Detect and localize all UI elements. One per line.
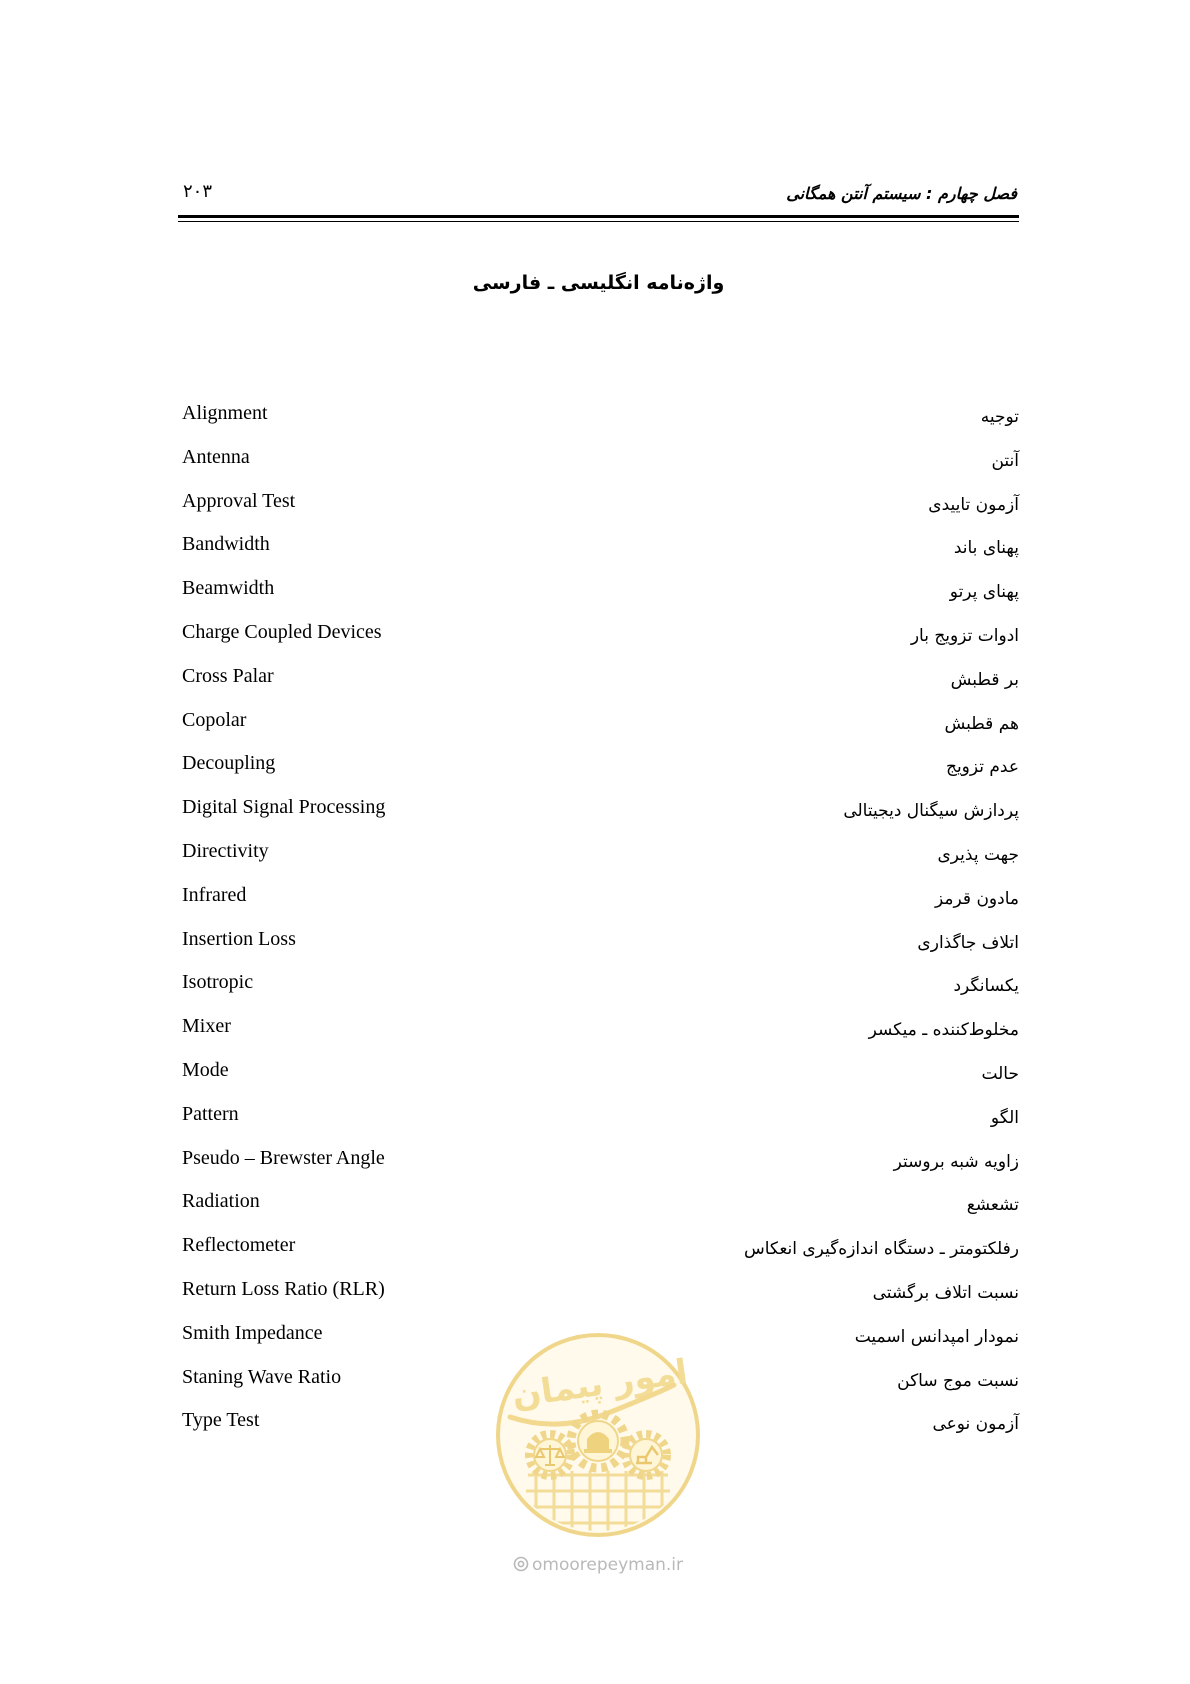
glossary-row <box>178 1399 1019 1443</box>
english-term: Copolar <box>182 708 247 731</box>
glossary-row <box>178 1268 1019 1312</box>
english-term: Pattern <box>182 1102 239 1125</box>
persian-term: آنتن <box>991 450 1019 471</box>
english-term: Mixer <box>182 1015 231 1038</box>
persian-term: هم قطبش <box>944 713 1019 734</box>
glossary-row <box>178 567 1019 611</box>
english-term: Reflectometer <box>182 1234 296 1257</box>
english-term: Type Test <box>182 1409 260 1432</box>
english-term: Bandwidth <box>182 533 270 556</box>
english-term: Mode <box>182 1058 229 1081</box>
persian-term: الگو <box>990 1107 1019 1128</box>
english-term: Decoupling <box>182 752 276 775</box>
glossary-row <box>178 392 1019 436</box>
chapter-title: فصل چهارم : سیستم آنتن همگانی <box>786 184 1017 203</box>
glossary-row <box>178 786 1019 830</box>
glossary-row <box>178 699 1019 743</box>
persian-term: ادوات تزویج بار <box>910 625 1019 646</box>
glossary-row <box>178 1005 1019 1049</box>
english-term: Insertion Loss <box>182 927 296 950</box>
persian-term: عدم تزویج <box>945 757 1019 778</box>
persian-term: پهنای پرتو <box>949 582 1019 603</box>
english-term: Smith Impedance <box>182 1321 323 1344</box>
glossary-row <box>178 874 1019 918</box>
glossary-row <box>178 1224 1019 1268</box>
glossary-row <box>178 742 1019 786</box>
at-icon <box>513 1556 529 1572</box>
glossary-list <box>178 392 1019 1443</box>
persian-term: اتلاف جاگذاری <box>917 932 1019 953</box>
glossary-row <box>178 655 1019 699</box>
english-term: Antenna <box>182 445 250 468</box>
glossary-row <box>178 480 1019 524</box>
persian-term: رفلکتومتر ـ دستگاه اندازه‌گیری انعکاس <box>744 1239 1019 1260</box>
english-term: Directivity <box>182 839 269 862</box>
english-term: Staning Wave Ratio <box>182 1365 342 1388</box>
english-term: Cross Palar <box>182 664 274 687</box>
page-number: ۲۰۳ <box>183 181 213 202</box>
persian-term: نمودار امپدانس اسمیت <box>854 1326 1019 1347</box>
glossary-row <box>178 1312 1019 1356</box>
persian-term: مادون قرمز <box>935 888 1019 909</box>
persian-term: مخلوط‌کننده ـ میکسر <box>868 1020 1019 1041</box>
header-rule-thin <box>178 221 1019 222</box>
english-term: Return Loss Ratio (RLR) <box>182 1277 385 1300</box>
english-term: Digital Signal Processing <box>182 796 386 819</box>
english-term: Charge Coupled Devices <box>182 620 382 643</box>
glossary-row <box>178 436 1019 480</box>
persian-term: بر قطبش <box>950 669 1019 690</box>
persian-term: زاویه شبه بروستر <box>893 1151 1019 1172</box>
persian-term: آزمون نوعی <box>932 1414 1019 1435</box>
english-term: Beamwidth <box>182 577 275 600</box>
english-term: Isotropic <box>182 971 254 994</box>
persian-term: توجیه <box>980 407 1019 427</box>
persian-term: تشعشع <box>966 1195 1019 1216</box>
glossary-row <box>178 830 1019 874</box>
english-term: Radiation <box>182 1190 260 1213</box>
persian-term: نسبت اتلاف برگشتی <box>872 1282 1019 1303</box>
glossary-row <box>178 611 1019 655</box>
glossary-row <box>178 918 1019 962</box>
persian-term: پردازش سیگنال دیجیتالی <box>843 801 1019 822</box>
glossary-row <box>178 523 1019 567</box>
persian-term: یکسانگرد <box>953 976 1019 997</box>
glossary-row <box>178 1356 1019 1400</box>
glossary-title: واژه‌نامه انگلیسی ـ فارسی <box>472 272 725 294</box>
persian-term: پهنای باند <box>953 538 1019 559</box>
persian-term: حالت <box>981 1063 1019 1084</box>
glossary-row <box>178 1049 1019 1093</box>
persian-term: جهت پذیری <box>937 844 1019 865</box>
logo-text: امور پیمان <box>509 1351 691 1417</box>
persian-term: نسبت موج ساکن <box>897 1370 1019 1391</box>
english-term: Pseudo – Brewster Angle <box>182 1146 385 1169</box>
english-term: Approval Test <box>182 489 296 512</box>
glossary-row <box>178 961 1019 1005</box>
glossary-row <box>178 1093 1019 1137</box>
english-term: Infrared <box>182 883 247 906</box>
watermark-site <box>468 1555 728 1575</box>
header-rule-thick <box>178 215 1019 218</box>
watermark-site-text: omoorepeyman.ir <box>531 1555 684 1575</box>
glossary-row <box>178 1137 1019 1181</box>
english-term: Alignment <box>182 402 268 424</box>
persian-term: آزمون تاییدی <box>928 494 1019 515</box>
glossary-row <box>178 1180 1019 1224</box>
